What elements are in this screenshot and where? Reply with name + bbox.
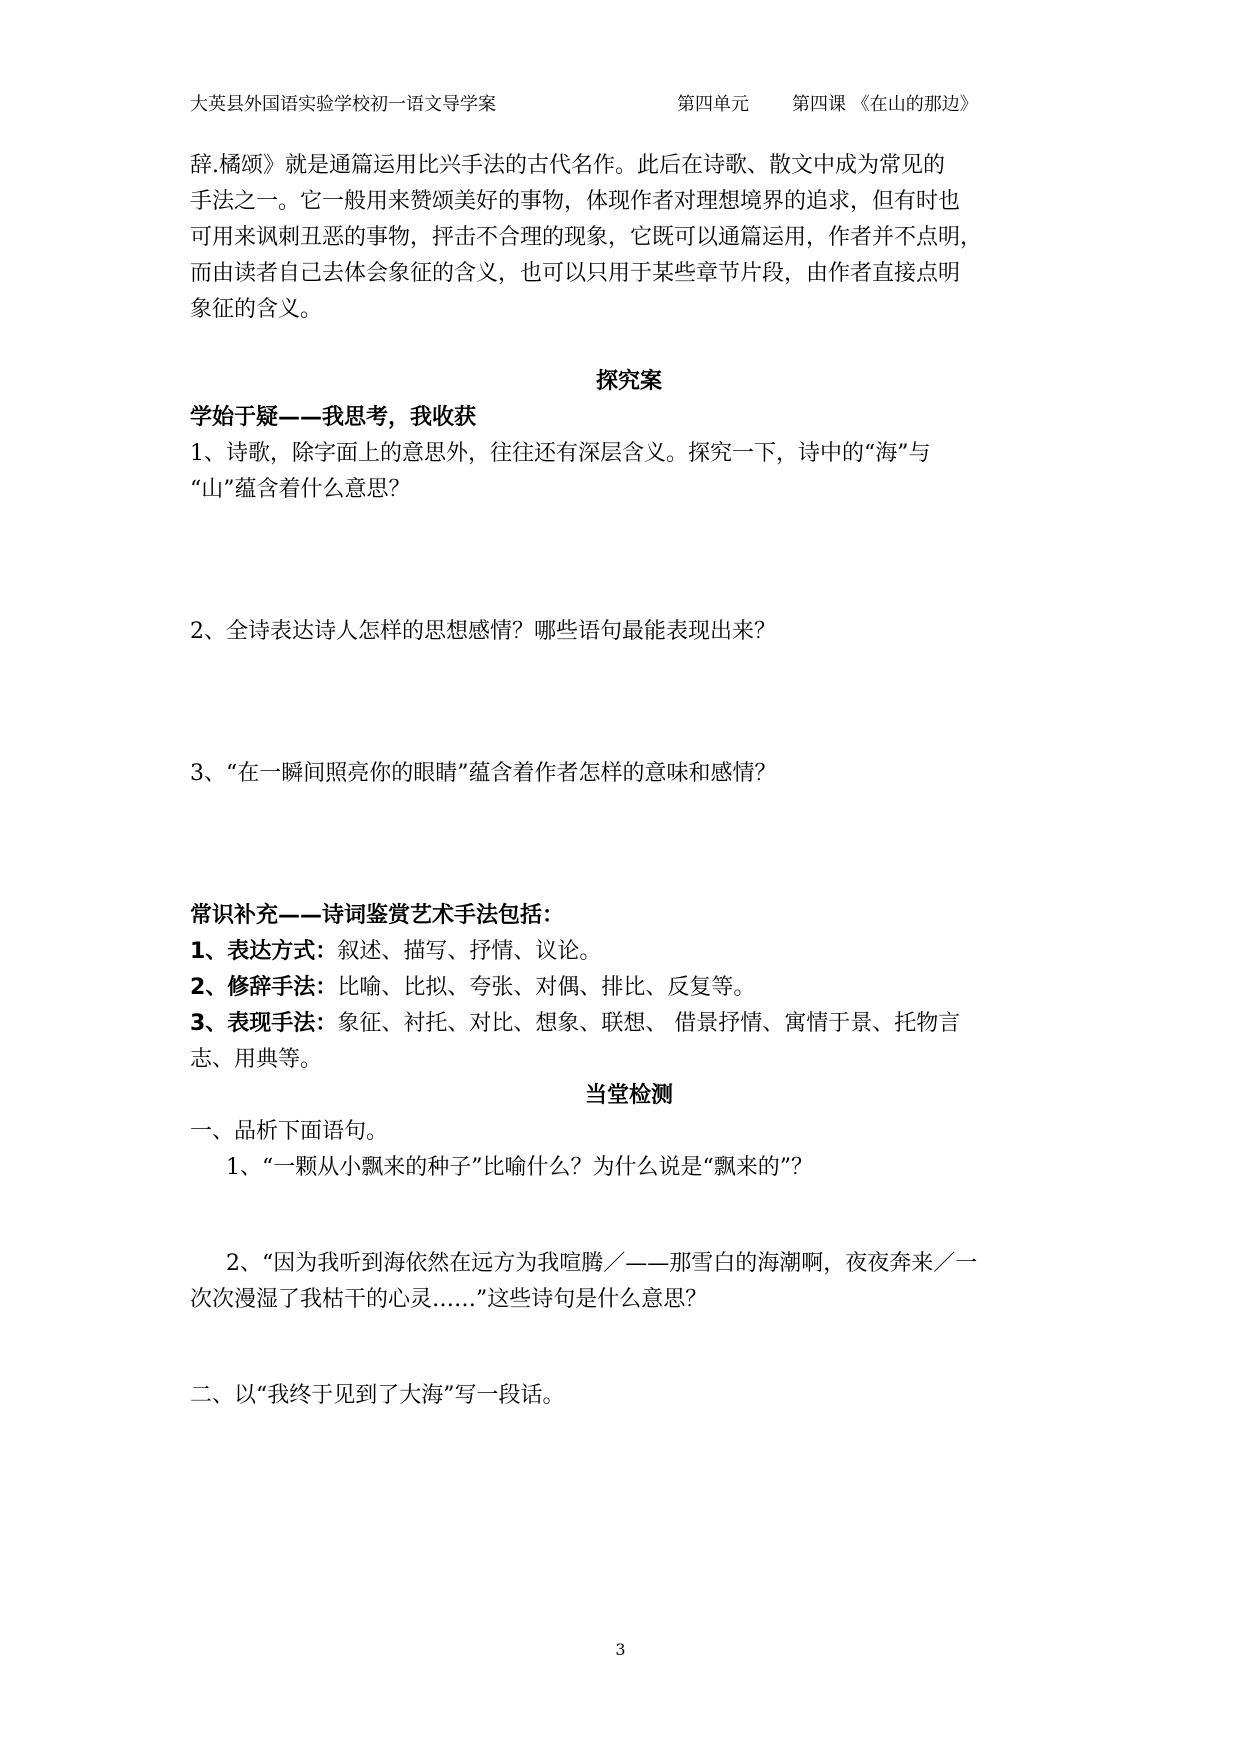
explore-question-2: 2、全诗表达诗人怎样的思想感情？哪些语句最能表现出来？ [190,619,776,644]
test-part-2: 二、以“我终于见到了大海”写一段话。 [190,1383,565,1408]
knowledge-item-3 [190,1006,1068,1042]
test-question-2-line-1: 2、“因为我听到海依然在远方为我喧腾／——那雪白的海潮啊，夜夜奔来／一 [226,1251,978,1276]
explore-question-1-line-2: “山”蕴含着什么意思？ [190,477,411,502]
header-school: 大英县外国语实验学校初一语文导学案 [190,94,496,115]
explore-question-3: 3、“在一瞬间照亮你的眼睛”蕴含着作者怎样的意味和感情？ [190,761,777,786]
answer-space [190,1186,1068,1246]
page-header [190,90,1070,116]
spacer [190,328,1068,364]
intro-line: 辞.橘颂》就是通篇运用比兴手法的古代名作。此后在诗歌、散文中成为常见的 [190,153,945,178]
test-question-1: 1、“一颗从小飘来的种子”比喻什么？为什么说是“飘来的”？ [226,1155,813,1180]
test-question-2 [190,1246,1068,1282]
test-part-1: 一、品析下面语句。 [190,1119,389,1144]
knowledge-item-3-lead: 3、表现手法： [190,1011,338,1036]
answer-space [190,650,1068,756]
explore-subtitle: 学始于疑——我思考，我收获 [190,405,477,430]
intro-line: 象征的含义。 [190,297,323,322]
intro-line: 手法之一。它一般用来赞颂美好的事物，体现作者对理想境界的追求，但有时也 [190,189,961,214]
knowledge-item-3-continued: 志、用典等。 [190,1047,323,1072]
knowledge-item-2-lead: 2、修辞手法： [190,975,338,1000]
knowledge-item-3-text: 象征、衬托、对比、想象、联想、 借景抒情、寓情于景、托物言 [337,1011,961,1036]
intro-paragraph [190,148,1068,328]
intro-line: 可用来讽刺丑恶的事物，抨击不合理的现象，它既可以通篇运用，作者并不点明， [190,225,983,250]
test-question-2-line-2: 次次漫湿了我枯干的心灵……”这些诗句是什么意思？ [190,1287,708,1312]
intro-line: 而由读者自己去体会象征的含义，也可以只用于某些章节片段，由作者直接点明 [190,261,961,286]
knowledge-item-1-lead: 1、表达方式： [190,939,338,964]
knowledge-item-2 [190,970,1068,1006]
explore-title: 探究案 [595,369,662,394]
header-lesson: 第四课 《在山的那边》 [792,94,978,115]
page-number: 3 [615,1640,626,1659]
answer-space [190,1318,1068,1378]
header-unit: 第四单元 [677,94,749,115]
answer-space [190,508,1068,614]
knowledge-item-1 [190,934,1068,970]
page-content [190,148,1068,1414]
explore-question-1-line-1: 1、诗歌，除字面上的意思外，往往还有深层含义。探究一下，诗中的“海”与 [190,441,931,466]
knowledge-item-1-text: 叙述、描写、抒情、议论。 [337,939,602,964]
test-title: 当堂检测 [584,1083,673,1108]
knowledge-item-2-text: 比喻、比拟、夸张、对偶、排比、反复等。 [337,975,756,1000]
knowledge-title: 常识补充——诗词鉴赏艺术手法包括： [190,903,565,928]
answer-space [190,792,1068,898]
